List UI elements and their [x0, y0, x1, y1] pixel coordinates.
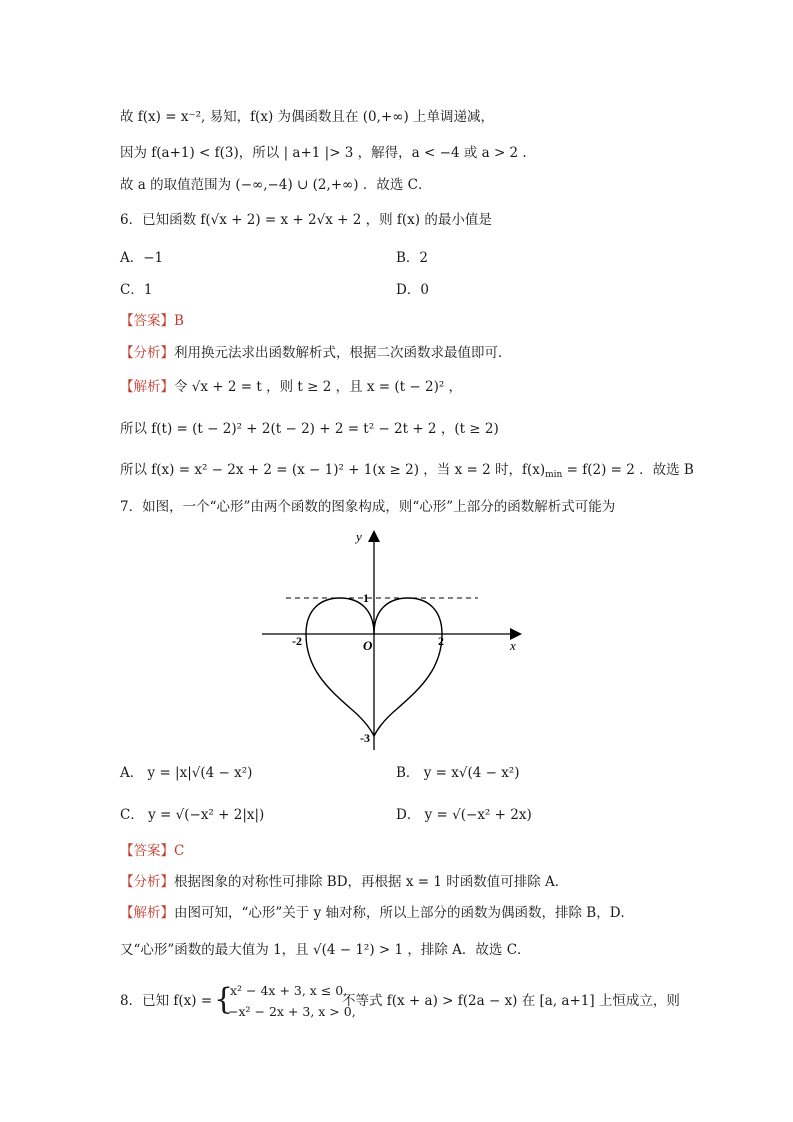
- q8-piecewise-case-1: x² − 4x + 3, x ≤ 0,: [230, 983, 348, 998]
- question-7: 7．如图，一个“心形”由两个函数的图象构成，则“心形”上部分的函数解析式可能为: [120, 499, 616, 515]
- q6-option-a: A．−1: [120, 250, 164, 266]
- solution-text: 令 √x + 2 = t ，则 t ≥ 2 ，且 x = (t − 2)² ，: [174, 379, 463, 395]
- answer-tag: 【答案】: [120, 843, 174, 859]
- analysis-text: 根据图象的对称性可排除 BD，再根据 x = 1 时函数值可排除 A．: [174, 874, 569, 890]
- solution-tag: 【解析】: [120, 905, 174, 921]
- subscript-min: min: [545, 470, 563, 480]
- q6-option-b: B．2: [396, 250, 429, 266]
- q7-option-b: B． y = x√(4 − x²): [396, 765, 520, 781]
- solution-line-2: 因为 f(a+1) < f(3)，所以 | a+1 |> 3 ，解得，a < −4 或 a > 2 .: [120, 145, 527, 161]
- q7-option-c: C． y = √(−x² + 2|x|): [120, 807, 265, 823]
- q6-solution-2: 所以 f(t) = (t − 2)² + 2(t − 2) + 2 = t² − 2t + 2 ，(t ≥ 2): [120, 421, 499, 437]
- q7-analysis: [120, 873, 568, 891]
- analysis-tag: 【分析】: [120, 345, 174, 361]
- q6-option-c: C．1: [120, 282, 153, 298]
- tick-label-neg3: -3: [360, 731, 370, 745]
- question-6: 6．已知函数 f(√x + 2) = x + 2√x + 2 ，则 f(x) 的最小值是: [120, 212, 492, 228]
- solution-text-a: 所以 f(x) = x² − 2x + 2 = (x − 1)² + 1(x ≥ 2) ，当 x = 2 时，f(x): [120, 462, 546, 478]
- tick-label-neg2: -2: [292, 634, 302, 648]
- q8-piecewise-case-2: −x² − 2x + 3, x > 0,: [228, 1004, 356, 1019]
- q7-answer: [120, 842, 184, 860]
- analysis-tag: 【分析】: [120, 874, 174, 890]
- solution-line-3: 故 a 的取值范围为 (−∞,−4) ∪ (2,+∞) ．故选 C．: [120, 177, 432, 193]
- answer-tag: 【答案】: [120, 313, 174, 329]
- q7-option-a: A． y = |x|√(4 − x²): [120, 765, 253, 781]
- question-8-rest: 不等式 f(x + a) > f(2a − x) 在 [a, a+1] 上恒成立，则: [342, 993, 680, 1009]
- answer-value: B: [174, 313, 184, 329]
- solution-line-1: 故 f(x) = x⁻², 易知，f(x) 为偶函数且在 (0,+∞) 上单调递减，: [120, 109, 495, 125]
- origin-label: O: [363, 638, 373, 653]
- brace-icon: {: [214, 982, 234, 1017]
- analysis-text: 利用换元法求出函数解析式，根据二次函数求最值即可．: [174, 345, 512, 361]
- answer-value: C: [174, 843, 185, 859]
- y-axis-label: y: [356, 529, 362, 544]
- q7-solution-1: [120, 904, 634, 922]
- solution-tag: 【解析】: [120, 379, 174, 395]
- q6-option-d: D．0: [396, 282, 429, 298]
- question-8-lead: 8．已知 f(x) =: [120, 993, 213, 1009]
- tick-label-2: 2: [438, 634, 444, 648]
- q7-solution-2: 又“心形”函数的最大值为 1，且 √(4 − 1²) > 1 ，排除 A．故选 C．: [120, 942, 531, 958]
- q7-option-d: D． y = √(−x² + 2x): [396, 807, 532, 823]
- solution-text-b: = f(2) = 2 ．故选 B: [562, 462, 694, 478]
- x-axis-label: x: [510, 638, 516, 653]
- solution-text: 由图可知，“心形”关于 y 轴对称，所以上部分的函数为偶函数，排除 B，D．: [174, 905, 635, 921]
- tick-label-1: 1: [363, 591, 369, 605]
